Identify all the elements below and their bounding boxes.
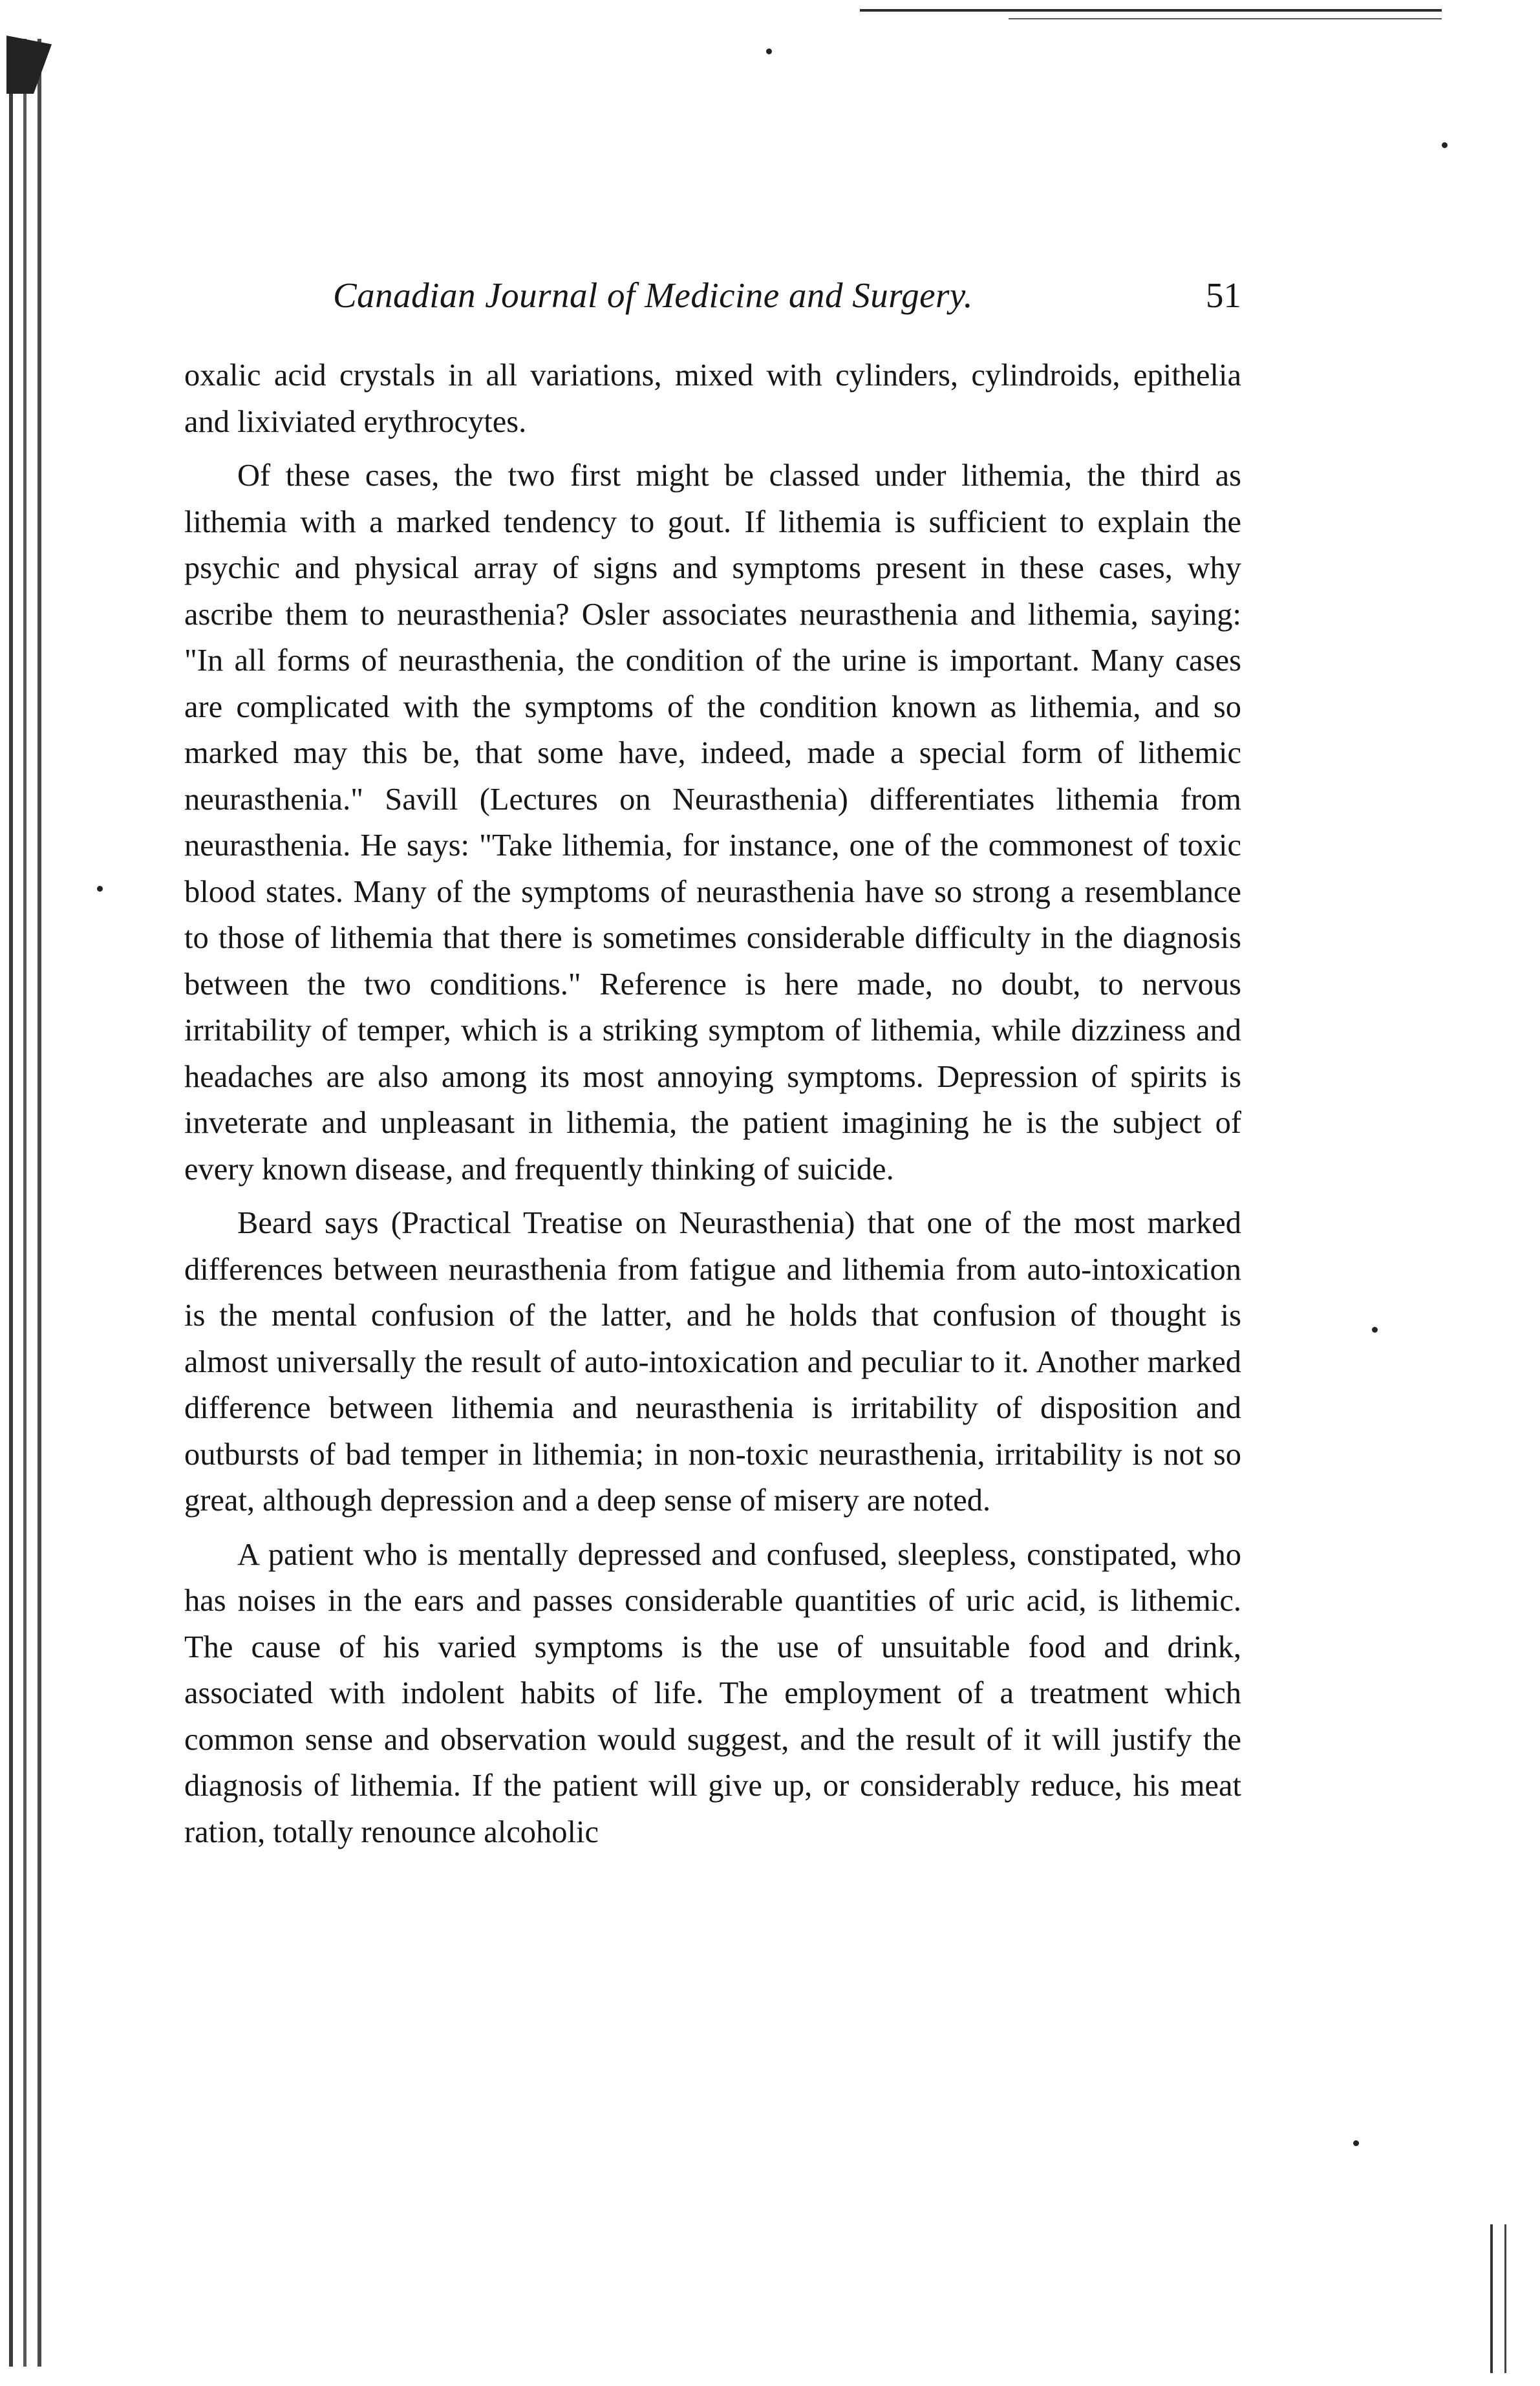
- top-edge-line: [860, 9, 1442, 12]
- scan-speck: [1372, 1327, 1378, 1333]
- paragraph-continuation: oxalic acid crystals in all variations, mixed with cylinders, cylindroids, epithelia and lixiviated erythrocytes.: [184, 358, 1241, 439]
- page-number: 51: [1206, 275, 1241, 315]
- journal-title: Canadian Journal of Medicine and Surgery.: [333, 275, 974, 315]
- right-edge-marks: [1490, 2224, 1506, 2373]
- top-edge-line-secondary: [1009, 18, 1442, 19]
- scan-speck: [766, 48, 772, 54]
- scan-speck: [1442, 142, 1448, 148]
- paragraph: Of these cases, the two first might be classed under lithemia, the third as lithemia with a marked tendency to gout. If lithemia is sufficient to explain the psychic and physical array of signs and symptoms present in these cases, why ascribe them to neurasthenia? Osler associates neurasthenia and lithemia, saying: "In all forms of neurasthenia, the condition of the urine is important. Many cases are complicated with the symptoms of the condition known as lithemia, and so marked may this be, that some have, indeed, made a special form of lithemic neurasthenia." Savill (Lectures on Neurasthenia) differentiates lithemia from neurasthenia. He says: "Take lithemia, for instance, one of the commonest of toxic blood states. Many of the symptoms of neurasthenia have so strong a resemblance to those of lithemia that there is sometimes considerable difficulty in the diagnosis between the two conditions." Reference is here made, no doubt, to nervous irritability of temper, which is a striking symptom of lithemia, while dizziness and headaches are also among its most annoying symptoms. Depression of spirits is inveterate and unpleasant in lithemia, the patient imagining he is the subject of every known disease, and frequently thinking of suicide.: [184, 458, 1241, 1187]
- scan-speck: [1353, 2140, 1359, 2146]
- binding-edge-shadow: [9, 39, 54, 2367]
- article-body: [184, 352, 1241, 1855]
- running-header: [184, 275, 1241, 333]
- paragraph: A patient who is mentally depressed and confused, sleepless, constipated, who has noises in the ears and passes considerable quantities of uric acid, is lithemic. The cause of his varied symptoms is the use of unsuitable food and drink, associated with indolent habits of life. The employment of a treatment which common sense and observation would suggest, and the result of it will justify the diagnosis of lithemia. If the patient will give up, or considerably reduce, his meat ration, totally renounce alcoholic: [184, 1537, 1241, 1849]
- paragraph: Beard says (Practical Treatise on Neurasthenia) that one of the most marked differences between neurasthenia from fatigue and lithemia from auto-intoxication is the mental confusion of the latter, and he holds that confusion of thought is almost universally the result of auto-intoxication and peculiar to it. Another marked difference between lithemia and neurasthenia is irritability of disposition and outbursts of bad temper in lithemia; in non-toxic neurasthenia, irritability is not so great, although depression and a deep sense of misery are noted.: [184, 1206, 1241, 1518]
- scan-speck: [97, 886, 103, 892]
